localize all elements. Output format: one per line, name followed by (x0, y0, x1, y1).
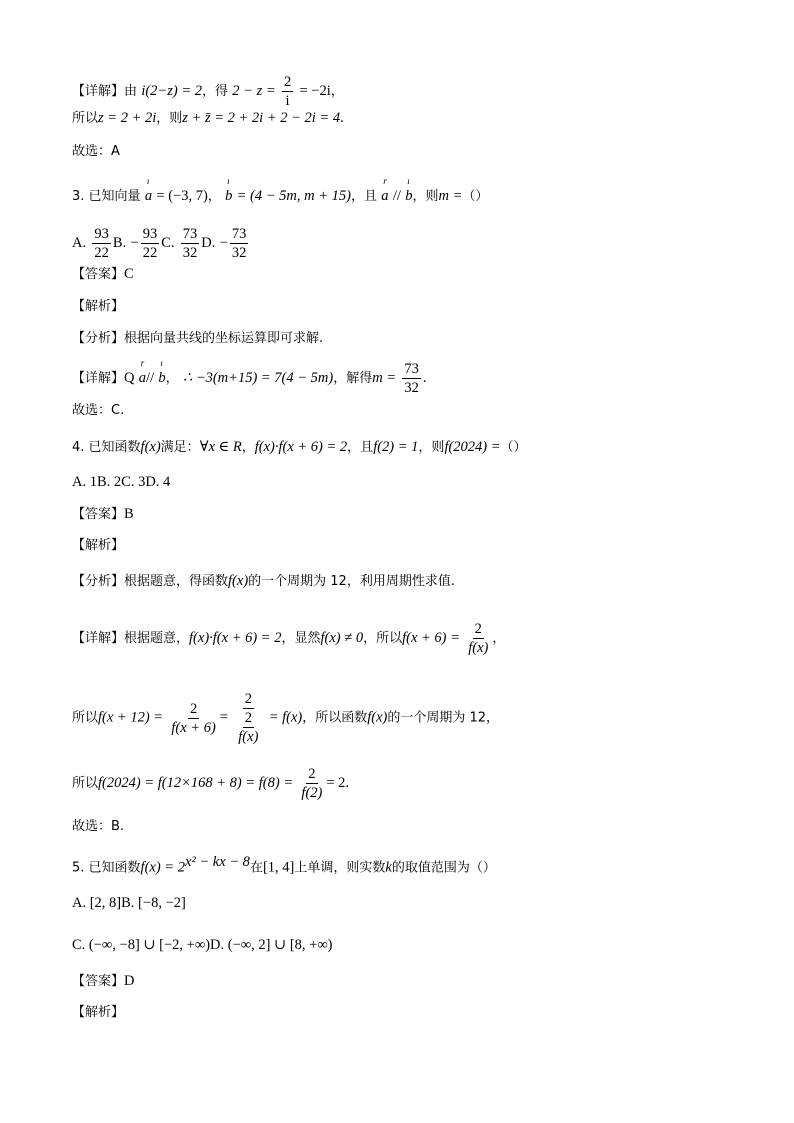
math-expression: i(2−z) = 2 (141, 83, 202, 99)
inner-fraction: $\frac{2}{f(x)}$ (238, 710, 259, 745)
option-d: D. (−∞, 2] ∪ [8, +∞) (210, 937, 333, 953)
q4-method: 【分析】根据题意，得函数f(x)的一个周期为 12，利用周期性求值. (72, 573, 455, 589)
q4-options: A. 1B. 2C. 3D. 4 (72, 474, 171, 490)
q4-question: 4. 已知函数f(x)满足：∀x ∈ R，f(x)·f(x + 6) = 2，且f(2) = 1，则f(2024) =（） (72, 439, 527, 455)
math-expression: 2 − z = (232, 83, 276, 99)
vector-arrow-icon: ı (227, 176, 230, 186)
option-d-label: D. (201, 235, 216, 251)
fraction: $\frac{2}{f(x)}$ (468, 621, 489, 656)
math-expression: = −2i (299, 83, 331, 99)
answer-tag: 【答案】 (72, 974, 125, 989)
q3-analysis-tag: 【解析】 (72, 299, 125, 314)
vector-arrow-icon: r (140, 358, 145, 368)
detail-tag: 【详解】 (72, 631, 125, 646)
q3-method: 【分析】根据向量共线的坐标运算即可求解. (72, 331, 324, 346)
fraction: $\frac{73}{32}$ (404, 361, 419, 396)
detail-tag: 【详解】 (72, 371, 125, 386)
math-expression: = (4 − 5m, m + 15) (236, 188, 351, 204)
vector-arrow-icon: ı (146, 176, 150, 186)
q5-options-cd (72, 935, 333, 955)
nested-fraction: $\frac{2}{\frac{2}{f(x)}}$ (238, 691, 259, 745)
question-prefix: 3. 已知向量 (72, 189, 141, 204)
option-a: A. [2, 8] (72, 895, 122, 911)
option-a-fraction: $\frac{93}{22}$ (94, 226, 109, 261)
option-b-fraction: $\frac{93}{22}$ (142, 226, 158, 261)
q5-analysis-tag: 【解析】 (72, 1005, 125, 1020)
option-c: C. (−∞, −8] ∪ [−2, +∞) (72, 937, 211, 953)
q3-question: 3. 已知向量 ı a = (−3, 7)， ı b = (4 − 5m, m + 15)，且 r a // ı b，则m =（） (72, 176, 489, 204)
option-d-sign: − (219, 235, 228, 251)
comma: ， (330, 84, 344, 99)
vector-b: ı b (405, 176, 413, 204)
q3-answer: 【答案】C (72, 266, 134, 282)
option-d-fraction: $\frac{73}{32}$ (231, 226, 247, 261)
q4-analysis-tag: 【解析】 (72, 538, 125, 553)
exponent: x² − kx − 8 (184, 854, 250, 870)
answer-tag: 【答案】 (72, 507, 125, 522)
q4-detail-line3: 所以f(2024) = f(12×168 + 8) = f(8) = $\frac{2}{f(2)}$ = 2. (72, 766, 350, 801)
q4-detail-line1: 【详解】根据题意，f(x)·f(x + 6) = 2，显然f(x) ≠ 0，所以f(x + 6) = $\frac{2}{f(x)}$ ， (72, 621, 506, 656)
vector-a: ı a (144, 176, 153, 204)
q4-choice: 故选：B. (72, 819, 125, 834)
option-c-fraction: $\frac{73}{32}$ (182, 226, 198, 261)
option-c-label: C. (161, 235, 175, 251)
vector-arrow-icon: r (383, 176, 387, 186)
q4-detail-line2: 所以f(x + 12) = $\frac{2}{f(x + 6)}$ = $\frac{2}{\frac{2}{f(x)}}$ = f(x)，所以函数f(x)的一个周期为 12， (72, 691, 500, 745)
detail-tag: 【详解】 (72, 84, 125, 99)
method-tag: 【分析】 (72, 574, 125, 589)
parallel-symbol: // (392, 188, 401, 204)
vector-b: ı b (225, 176, 233, 204)
vector-a: r a (138, 358, 147, 386)
q3-detail: 【详解】Q r a// ı b， ∴ −3(m+15) = 7(4 − 5m)，解得m = $\frac{73}{32}$ . (72, 358, 427, 396)
q3-options (72, 225, 250, 262)
q5-options-ab (72, 893, 186, 913)
math-expression: z + z̄ = 2 + 2i + 2 − 2i = 4 (182, 110, 341, 126)
text-suoyi: 所以 (72, 111, 99, 126)
q3-choice: 故选：C. (72, 403, 125, 418)
method-tag: 【分析】 (72, 331, 125, 346)
q5-question: 5. 已知函数$f(x) = 2^{x^2 - kx - 8}$在[1, 4]上单调，则实数k的取值范围为（） (72, 854, 496, 876)
q5-answer: 【答案】D (72, 973, 135, 989)
answer-tag: 【答案】 (72, 267, 125, 282)
option-b: B. [−8, −2] (121, 895, 186, 911)
period: . (340, 110, 344, 126)
q2-result-line (72, 108, 344, 129)
text-de: ，得 (201, 84, 228, 99)
math-expression: z = 2 + 2i (98, 110, 157, 126)
text-ze: ，则 (156, 111, 183, 126)
q2-choice: 故选：A (72, 144, 120, 159)
fraction: $\frac{2}{f(2)}$ (301, 766, 323, 801)
vector-arrow-icon: ı (160, 358, 163, 368)
text-you: 由 (124, 84, 138, 99)
vector-a: r a (381, 176, 389, 204)
option-b-label: B. (112, 235, 127, 251)
fraction: $\frac{2}{i}$ (283, 74, 292, 109)
option-a-label: A. (72, 235, 87, 251)
q2-detail-line (72, 73, 344, 110)
option-b-sign: − (130, 235, 139, 251)
math-expression: ∴ −3(m+15) = 7(4 − 5m) (182, 370, 334, 386)
vector-arrow-icon: ı (407, 176, 410, 186)
q4-answer: 【答案】B (72, 506, 134, 522)
math-expression: = (−3, 7) (156, 188, 208, 204)
fraction: $\frac{2}{f(x + 6)}$ (171, 700, 216, 736)
vector-b: ı b (158, 358, 166, 386)
